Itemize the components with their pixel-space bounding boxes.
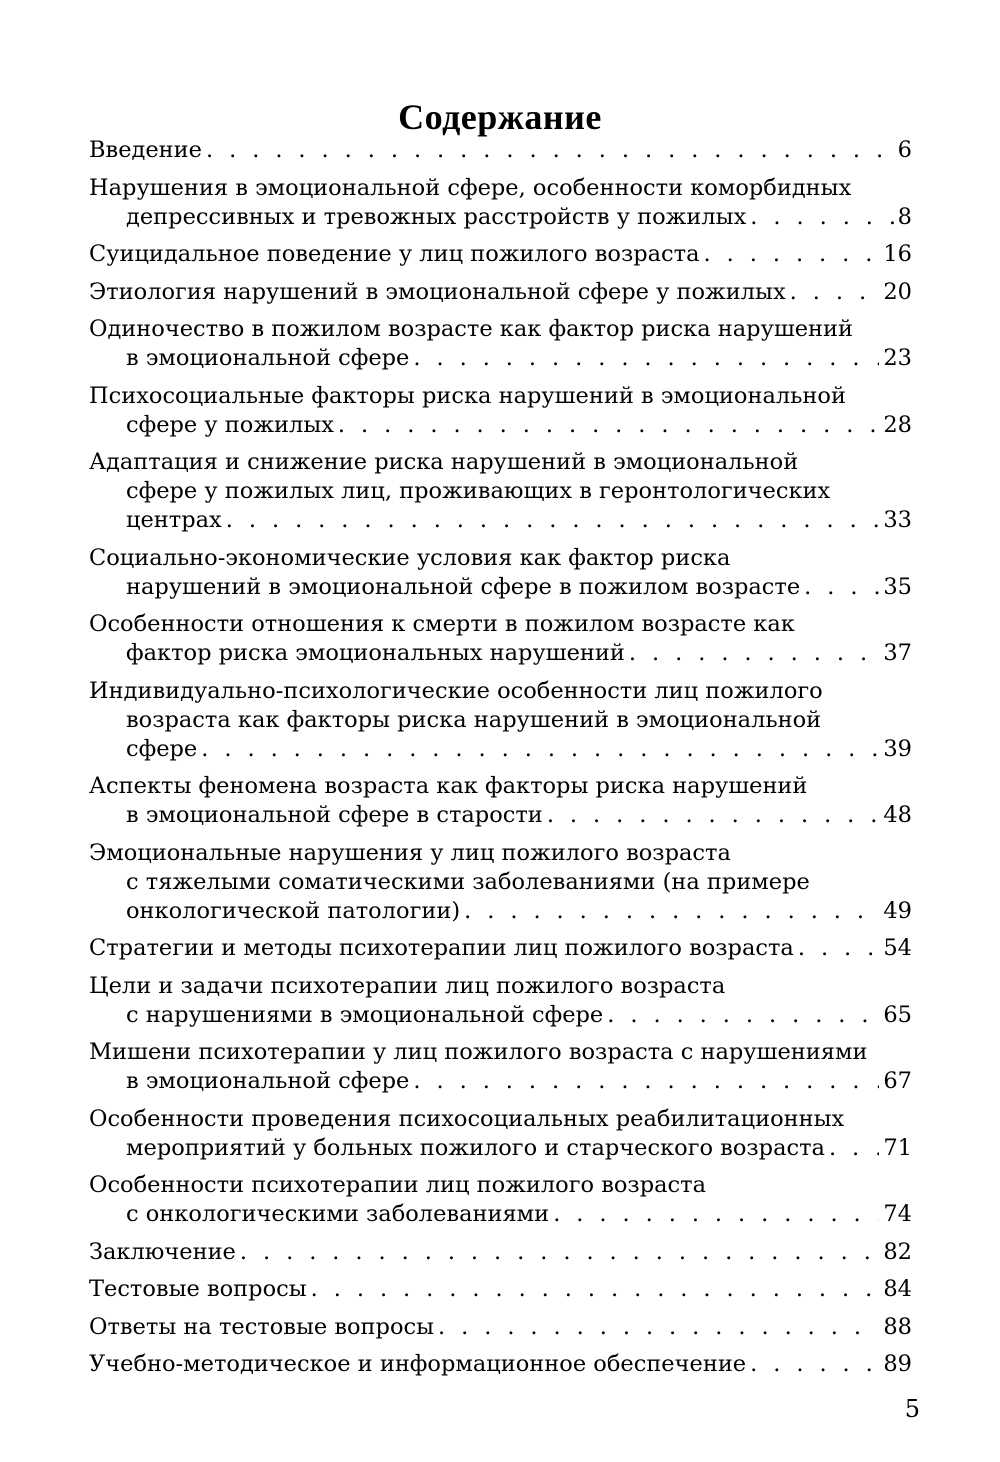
dot-leader	[750, 203, 893, 232]
toc-entry-page: 39	[883, 735, 912, 762]
toc-entry-line: Эмоциональные нарушения у лиц пожилого возраста	[89, 839, 731, 866]
toc-entry	[89, 136, 912, 165]
dot-leader	[547, 801, 880, 830]
toc-entry-page: 67	[883, 1068, 912, 1094]
toc-entry	[89, 1105, 912, 1163]
toc-entry-page: 35	[883, 573, 912, 600]
toc-entry-title: Ответы на тестовые вопросы	[89, 1313, 435, 1340]
dot-leader	[338, 411, 879, 440]
dot-leader	[629, 639, 879, 668]
dot-leader	[464, 897, 879, 926]
toc-entry-title: в эмоциональной сфере	[126, 345, 410, 371]
toc-entry	[89, 1038, 912, 1096]
toc-entry-page: 8	[897, 203, 912, 230]
toc-entry	[89, 1313, 912, 1342]
toc-entry-line: Особенности психотерапии лиц пожилого возраста	[89, 1172, 706, 1198]
toc-entry-page: 49	[883, 897, 912, 924]
toc-entry-page: 84	[883, 1276, 912, 1302]
toc-entry-last-line	[89, 639, 912, 668]
toc-entry-last-line	[89, 136, 912, 165]
toc-entry-page: 48	[883, 802, 912, 828]
toc-entry-line: сфере у пожилых лиц, проживающих в геронтологических	[126, 478, 831, 504]
toc-entry-page: 89	[883, 1351, 912, 1377]
toc-entry-line: Цели и задачи психотерапии лиц пожилого возраста	[89, 972, 726, 999]
dot-leader	[438, 1313, 879, 1342]
toc-entry-line: Мишени психотерапии у лиц пожилого возраста с нарушениями	[89, 1039, 868, 1065]
dot-leader	[704, 240, 880, 269]
toc-entry	[89, 448, 912, 535]
toc-entry-title: с нарушениями в эмоциональной сфере	[126, 1001, 604, 1028]
toc-entry-last-line	[89, 1350, 912, 1379]
toc-entry-line: Социально-экономические условия как фактор риска	[89, 544, 731, 571]
toc-entry-last-line	[89, 897, 912, 926]
toc-entry-line: с тяжелыми соматическими заболеваниями (на примере	[126, 868, 810, 895]
toc-entry-last-line	[89, 411, 912, 440]
toc-entry-last-line	[89, 801, 912, 830]
toc-entry-title: Введение	[89, 137, 202, 163]
toc-entry-title: сфере у пожилых	[126, 411, 334, 438]
toc-entry-title: центрах	[126, 507, 222, 533]
toc-entry	[89, 1275, 912, 1304]
toc-entry-last-line	[89, 506, 912, 535]
toc-entry-title: онкологической патологии)	[126, 897, 461, 924]
toc-entry-title: с онкологическими заболеваниями	[126, 1201, 550, 1227]
toc-entry-title: Учебно-методическое и информационное обеспечение	[89, 1351, 747, 1377]
toc-entry-last-line	[89, 1001, 912, 1030]
toc-entry-last-line	[89, 934, 912, 963]
toc-entry-last-line	[89, 1200, 912, 1229]
toc-entry-last-line	[89, 1275, 912, 1304]
toc-entry-line: Психосоциальные факторы риска нарушений в эмоциональной	[89, 382, 846, 409]
dot-leader	[413, 344, 879, 373]
toc-entry-title: Стратегии и методы психотерапии лиц пожилого возраста	[89, 935, 794, 961]
toc-entry-title: сфере	[126, 735, 198, 762]
toc-entry	[89, 610, 912, 668]
toc-entry-page: 74	[883, 1201, 912, 1227]
toc-entry	[89, 1350, 912, 1379]
toc-entry	[89, 677, 912, 764]
toc-entry-line: Особенности отношения к смерти в пожилом возрасте как	[89, 611, 795, 637]
toc-entry-title: Заключение	[89, 1238, 236, 1265]
dot-leader	[804, 573, 879, 602]
toc-entry-last-line	[89, 1067, 912, 1096]
toc-entry	[89, 839, 912, 926]
toc-entry-line: Индивидуально-психологические особенности лиц пожилого	[89, 677, 823, 704]
dot-leader	[790, 278, 880, 307]
toc-entry-last-line	[89, 344, 912, 373]
toc-entry-last-line	[89, 1313, 912, 1342]
toc-entry-title: мероприятий у больных пожилого и старческого возраста	[126, 1134, 825, 1161]
toc-entry-title: Суицидальное поведение у лиц пожилого возраста	[89, 241, 700, 267]
toc-entry	[89, 382, 912, 440]
dot-leader	[413, 1067, 879, 1096]
dot-leader	[201, 735, 879, 764]
dot-leader	[206, 136, 894, 165]
toc-entry	[89, 1238, 912, 1267]
toc-entry-title: фактор риска эмоциональных нарушений	[126, 640, 625, 666]
dot-leader	[240, 1238, 879, 1267]
toc-entry-title: Этиология нарушений в эмоциональной сфере у пожилых	[89, 278, 786, 305]
toc-entry	[89, 174, 912, 232]
toc-entry-page: 37	[883, 640, 912, 666]
toc-entry-page: 16	[883, 241, 912, 267]
dot-leader	[553, 1200, 879, 1229]
toc-entry-line: Нарушения в эмоциональной сфере, особенности коморбидных	[89, 174, 852, 201]
toc-entry-page: 23	[883, 345, 912, 371]
toc-entry-page: 6	[897, 137, 912, 163]
toc-entry-title: нарушений в эмоциональной сфере в пожилом возрасте	[126, 573, 801, 600]
toc-entry-last-line	[89, 240, 912, 269]
toc-entry-line: Особенности проведения психосоциальных реабилитационных	[89, 1105, 845, 1132]
toc-entry	[89, 934, 912, 963]
toc-entry-line: Адаптация и снижение риска нарушений в эмоциональной	[89, 449, 799, 475]
page-number: 5	[904, 1395, 920, 1423]
toc-entry-page: 71	[883, 1134, 912, 1161]
toc-entry-page: 88	[883, 1313, 912, 1340]
toc-entry-last-line	[89, 735, 912, 764]
toc-entry	[89, 315, 912, 373]
dot-leader	[798, 934, 880, 963]
dot-leader	[750, 1350, 879, 1379]
toc-entry	[89, 278, 912, 307]
dot-leader	[607, 1001, 879, 1030]
toc-entry-page: 33	[883, 507, 912, 533]
toc-entry-last-line	[89, 203, 912, 232]
toc-entry-line: возраста как факторы риска нарушений в эмоциональной	[126, 706, 822, 733]
toc-entry-page: 82	[883, 1238, 912, 1265]
dot-leader	[829, 1134, 879, 1163]
table-of-contents	[89, 136, 912, 1388]
toc-entry-page: 20	[883, 278, 912, 305]
toc-entry	[89, 240, 912, 269]
toc-entry-page: 54	[883, 935, 912, 961]
toc-entry-last-line	[89, 1238, 912, 1267]
toc-entry	[89, 772, 912, 830]
toc-entry-line: Одиночество в пожилом возрасте как фактор риска нарушений	[89, 316, 854, 342]
toc-entry-title: в эмоциональной сфере в старости	[126, 802, 543, 828]
toc-entry-title: депрессивных и тревожных расстройств у пожилых	[126, 203, 747, 230]
toc-entry-line: Аспекты феномена возраста как факторы риска нарушений	[89, 773, 808, 799]
toc-entry	[89, 972, 912, 1030]
page-title: Содержание	[398, 97, 602, 138]
toc-entry-last-line	[89, 573, 912, 602]
toc-entry	[89, 1171, 912, 1229]
toc-entry-title: в эмоциональной сфере	[126, 1068, 410, 1094]
dot-leader	[226, 506, 880, 535]
toc-entry-title: Тестовые вопросы	[89, 1276, 307, 1302]
toc-entry	[89, 544, 912, 602]
toc-entry-page: 65	[883, 1001, 912, 1028]
toc-entry-page: 28	[883, 411, 912, 438]
toc-entry-last-line	[89, 278, 912, 307]
toc-entry-last-line	[89, 1134, 912, 1163]
dot-leader	[311, 1275, 880, 1304]
